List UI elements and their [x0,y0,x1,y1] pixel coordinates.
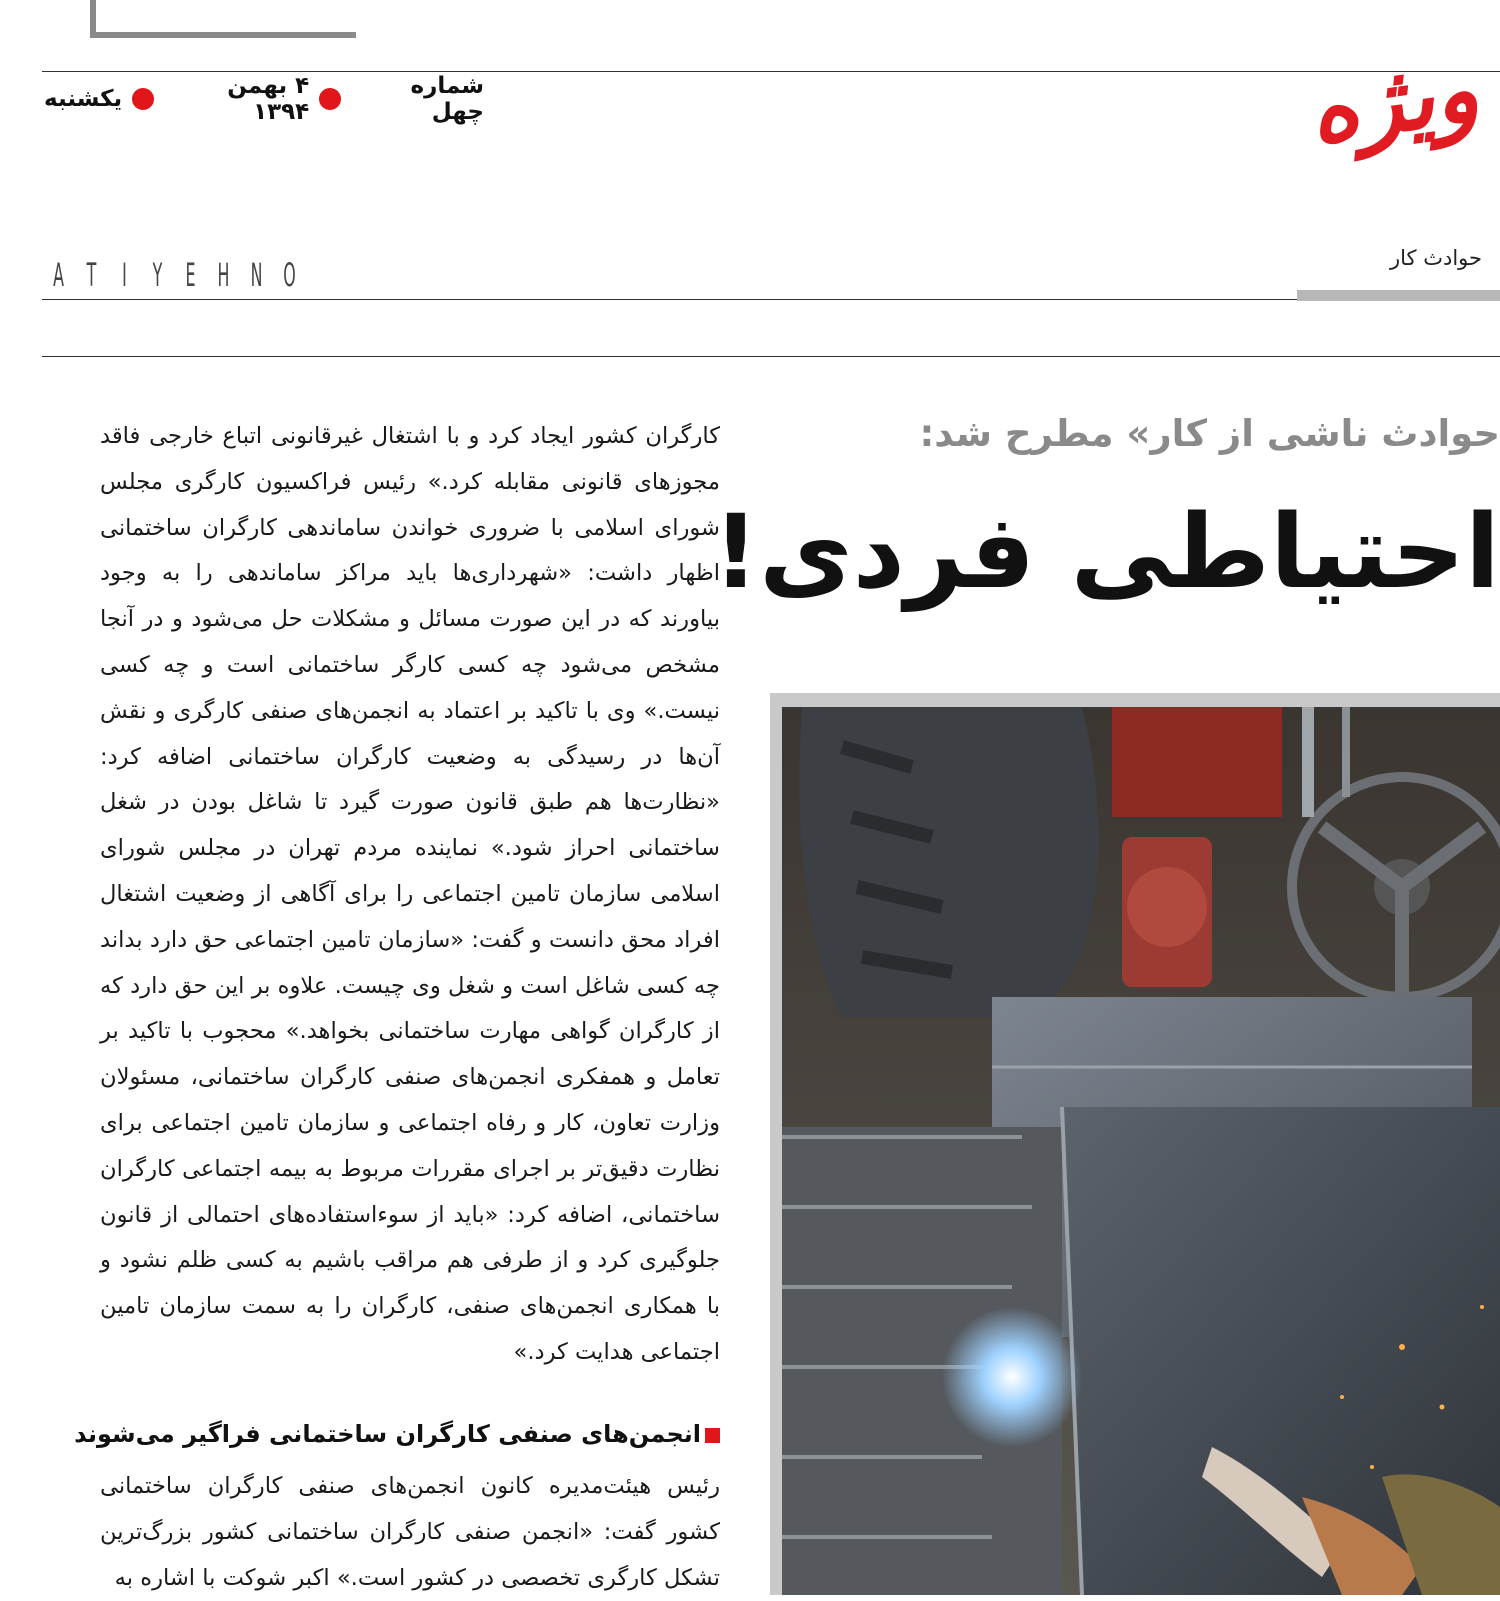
square-bullet-icon [705,1428,720,1443]
logo: ویژه [1302,34,1485,165]
issue-day: یکشنبه [44,86,123,112]
subheading-text: انجمن‌های صنفی کارگران ساختمانی فراگیر می‌شوند [74,1420,701,1448]
bullet-dot-icon [132,88,154,110]
section-letter: E [185,256,196,294]
content-rule [42,356,1500,357]
section-name: حوادث کار [1390,246,1482,270]
issue-number: شماره چهل [410,73,484,125]
logo-underline-bar [1297,290,1500,301]
article-body: کارگران کشور ایجاد کرد و با اشتغال غیرقانونی اتباع خارجی فاقد مجوزهای قانونی مقابله کرد.» رئیس فراکسیون کارگری مجلس شورای اسلامی با ضروری خواندن ساماندهی کارگران ساختمانی اظهار داشت: «شهرداری‌ها باید مراکز ساماندهی را به وجود بیاورند که در این صورت مسائل و مشکلات حل می‌شود و در آنجا مشخص می‌شود چه کسی کارگر ساختمانی است و چه کسی نیست.» وی با تاکید بر اعتماد به انجمن‌های صنفی کارگری و نقش آن‌ها در رسیدگی به وضعیت کارگران ساختمانی اضافه کرد: «نظارت‌ها هم طبق قانون صورت گیرد تا شاغل بودن در شغل ساختمانی احراز شود.» نماینده مردم تهران در مجلس شورای اسلامی سازمان تامین اجتماعی را برای آگاهی از وضعیت اشتغال افراد محق دانست و گفت: «سازمان تامین اجتماعی حق دارد بداند چه کسی شاغل است و شغل وی چیست. علاوه بر این حق دارد که از کارگران گواهی مهارت ساختمانی بخواهد.» محجوب با تاکید بر تعامل و همفکری انجمن‌های صنفی کارگران ساختمانی، مسئولان وزارت تعاون، کار و رفاه اجتماعی و سازمان تامین اجتماعی برای نظارت دقیق‌تر بر اجرای مقررات مربوط به بیمه اجتماعی کارگران ساختمانی، اضافه کرد: «باید از سوءاستفاده‌های احتمالی از قانون جلوگیری کرد و از طرفی هم مراقب باشیم به کسی ظلم نشود و با همکاری انجمن‌های صنفی، کارگران را به سمت سازمان تامین اجتماعی هدایت کرد.» [100,423,720,1365]
section-letter: Y [152,256,163,294]
welding-photo [782,707,1500,1595]
section-letters [42,256,306,294]
top-rule [42,71,1500,72]
article-headline: احتیاطی فردی! [712,493,1500,612]
issue-info [44,73,484,125]
section-letter: T [86,256,97,294]
decorative-frame [90,0,356,38]
article-body-continued: رئیس هیئت‌مدیره کانون انجمن‌های صنفی کارگران ساختمانی کشور گفت: «انجمن صنفی کارگران ساختمانی کشور بزرگ‌ترین تشکل کارگری تخصصی در کشور است.» اکبر شوکت با اشاره به [100,1473,720,1591]
section-letter: A [53,256,64,294]
section-letter: O [283,256,296,294]
section-rule [42,299,1297,300]
issue-date: ۴ بهمن ۱۳۹۴ [227,73,310,125]
section-letter: N [250,256,263,294]
article-photo-frame [770,693,1500,1595]
article-subheading [74,1420,720,1464]
section-letter: H [217,256,230,294]
section-letter: I [122,256,127,294]
article-kicker: حوادث ناشی از کار» مطرح شد: [919,412,1500,455]
bullet-dot-icon [319,88,341,110]
